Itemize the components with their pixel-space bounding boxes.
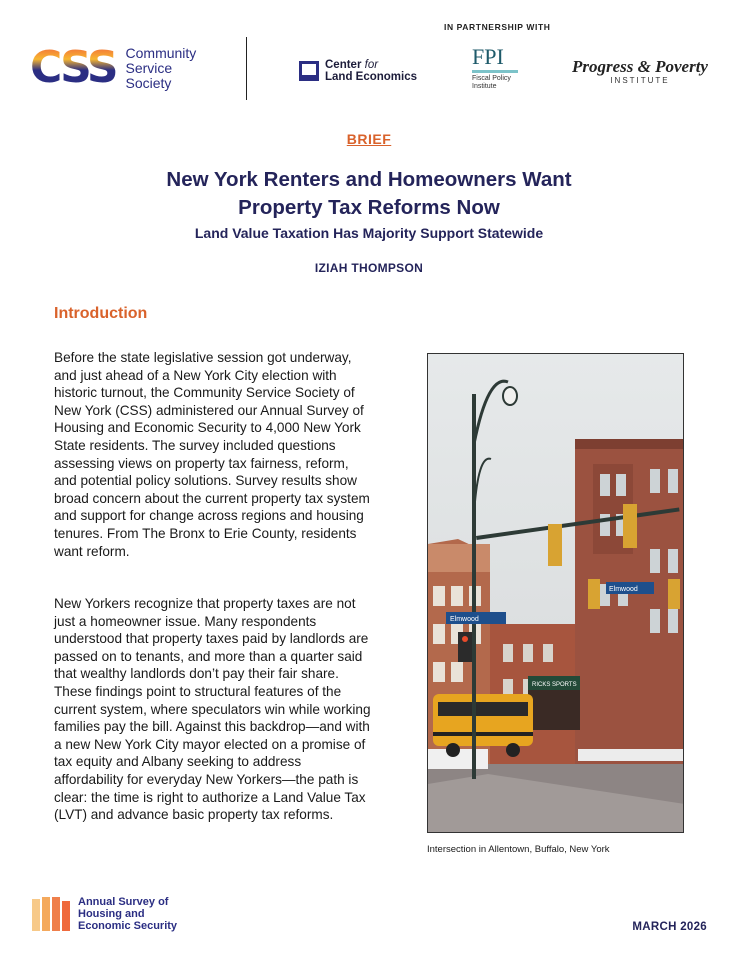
cle-logo-icon	[299, 61, 319, 81]
css-word-2: Service	[125, 59, 173, 76]
intro-paragraph-2: New Yorkers recognize that property taxes are not just a homeowner issue. Many respondents understood that property taxes paid by landlords are passed on to tenants, and more than a quarter said that wealthy landlords don’t pay their fair share. These findings point to structural features of the current system, where speculators win while working families pay the bill. Against this backdrop—and with a new New York City mayor elected on a promise of tax equity and Albany seeking to address affordability for everyday New Yorkers—the path is clear: the time is right to authorize a Land Value Tax (LVT) and advance basic property tax reforms.	[54, 596, 371, 823]
ppi-mark: Progress & Poverty	[572, 57, 708, 76]
street-sign-1: Elmwood	[450, 616, 479, 623]
street-photo	[427, 353, 684, 833]
fpi-sub-2: Institute	[472, 83, 497, 90]
street-photo-illustration	[428, 354, 684, 833]
fpi-mark: FPI	[472, 44, 504, 69]
intro-heading: Introduction	[54, 305, 148, 322]
cle-logo	[299, 59, 417, 83]
survey-logo	[32, 896, 177, 932]
survey-line-3: Economic Security	[78, 920, 178, 932]
header-divider	[246, 37, 247, 100]
fpi-sub-1: Fiscal Policy	[472, 75, 511, 82]
partnership-label: IN PARTNERSHIP WITH	[444, 22, 551, 32]
survey-line-2: Housing and	[78, 908, 145, 920]
css-logo-mark: CSS	[30, 42, 116, 93]
ppi-logo	[572, 58, 708, 85]
survey-line-1: Annual Survey of	[78, 896, 169, 908]
page-title	[0, 166, 738, 222]
title-line-1: New York Renters and Homeowners Want	[166, 168, 572, 191]
publication-date: MARCH 2026	[632, 921, 707, 933]
ppi-sub: INSTITUTE	[610, 76, 670, 85]
cle-name-2: Land Economics	[325, 71, 418, 83]
css-word-1: Community	[125, 44, 197, 61]
css-word-3: Society	[125, 74, 172, 91]
cle-name-1: Center	[325, 59, 362, 71]
store-sign: RICKS SPORTS	[532, 682, 577, 688]
survey-logo-text	[78, 896, 177, 932]
street-sign-2: Elmwood	[609, 586, 638, 593]
css-logo	[30, 42, 197, 93]
survey-logo-icon	[32, 897, 70, 931]
cle-for: for	[364, 59, 379, 71]
css-logo-words	[126, 46, 197, 91]
photo-caption: Intersection in Allentown, Buffalo, New York	[427, 844, 610, 855]
title-line-2: Property Tax Reforms Now	[238, 196, 500, 219]
brief-label: BRIEF	[346, 131, 392, 147]
intro-paragraph-1: Before the state legislative session got underway, and just ahead of a New York City election with historic turnout, the Community Service Society of New York (CSS) administered our Annual Survey of Housing and Economic Security to 4,000 New York State residents. The survey included questions assessing views on property tax fairness, reform, and potential policy solutions. Survey results show broad concern about the current property tax system and support for change across regions and housing tenures. From The Bronx to Erie County, residents want reform.	[54, 350, 370, 559]
author-name: IZIAH THOMPSON	[314, 261, 424, 275]
fpi-logo	[472, 46, 518, 91]
fpi-bar	[472, 70, 518, 73]
page-subtitle: Land Value Taxation Has Majority Support Statewide	[194, 225, 544, 241]
